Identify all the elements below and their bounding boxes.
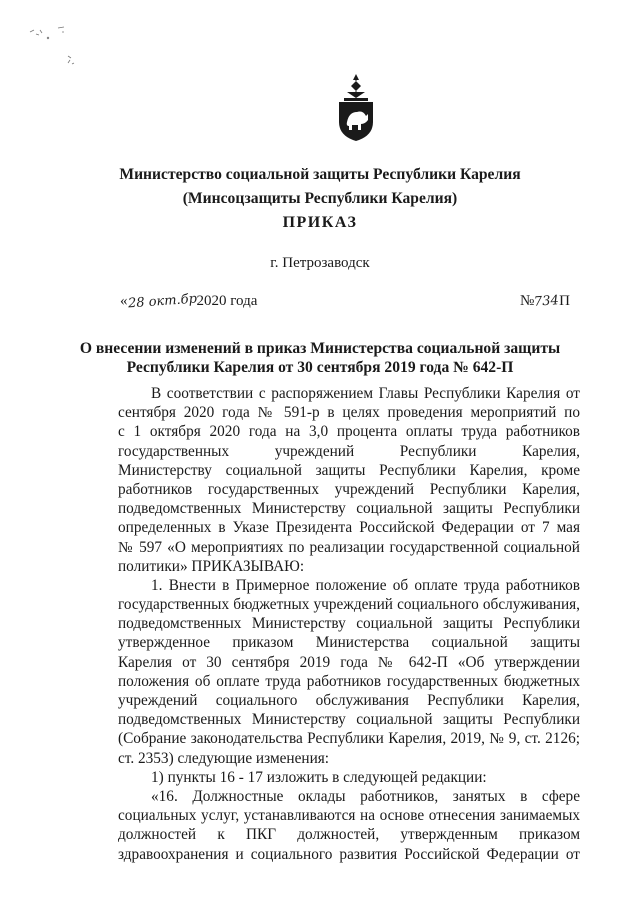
subject-line-1: О внесении изменений в приказ Министерства социальной защиты	[79, 340, 561, 357]
body-line: сентября 2020 года № 591-р в целях проведения мероприятий по	[118, 404, 580, 422]
scan-artifact-icon	[28, 20, 88, 70]
body-line: подведомственных Министерству социальной защиты Республики	[118, 500, 580, 518]
ministry-name: Министерство социальной защиты Республики Карелия	[119, 166, 521, 183]
body-line: В соответствии с распоряжением Главы Республики Карелия от	[151, 385, 580, 402]
karelia-coat-of-arms-icon	[335, 72, 377, 142]
body-line: подведомственных Министерству социальной защиты Республики	[118, 711, 580, 729]
body-line: № 597 «О мероприятиях по реализации государственной социальной	[118, 538, 580, 556]
number-prefix: №	[520, 293, 535, 309]
subject-line-2: Республики Карелия от 30 сентября 2019 года № 642-П	[126, 359, 514, 376]
date-year: 2020 года	[196, 293, 258, 309]
body-line: с 1 октября 2020 года на 3,0 процента оплаты труда работников	[118, 423, 580, 441]
body-line: «16. Должностные оклады работников, занятых в сфере	[151, 787, 580, 805]
city-name: г. Петрозаводск	[270, 255, 370, 271]
body-line: утвержденное приказом Министерства социальной защиты	[118, 634, 580, 652]
body-line: Карелия от 30 сентября 2019 года № 642-П «Об утверждении	[118, 653, 580, 671]
date-number-line	[120, 293, 570, 315]
body-line: государственных бюджетных учреждений социального обслуживания,	[118, 596, 580, 614]
body-line: социальных услуг, устанавливаются на основе отнесения занимаемых	[118, 807, 580, 825]
body-line: здравоохранения и социального развития Российской Федерации от	[118, 845, 580, 863]
date-open-quote: «	[120, 293, 128, 309]
body-line: 1. Внести в Примерное положение об оплате труда работников	[151, 576, 580, 594]
ministry-short-name: (Минсоцзащиты Республики Карелия)	[182, 190, 458, 207]
body-line: определенных в Указе Президента Российской Федерации от 7 мая	[118, 519, 580, 537]
body-line: положения об оплате труда работников государственных бюджетных	[118, 672, 580, 690]
order-body	[118, 384, 580, 864]
body-line: должностей к ПКГ должностей, утвержденным приказом	[118, 826, 580, 844]
number-suffix: П	[559, 293, 570, 309]
body-line: (Собрание законодательства Республики Карелия, 2019, № 9, ст. 2126;	[118, 730, 580, 748]
handwritten-date: 28 окт.бр	[127, 291, 197, 312]
body-line: 1) пункты 16 - 17 изложить в следующей редакции:	[151, 768, 487, 786]
body-line: работников государственных учреждений Республики Карелия,	[118, 480, 580, 498]
body-line: государственных учреждений Республики Карелия,	[118, 442, 580, 460]
order-number	[520, 293, 570, 310]
order-subject	[0, 339, 640, 377]
body-line: подведомственных Министерству социальной защиты Республики	[118, 615, 580, 633]
order-title: ПРИКАЗ	[282, 214, 358, 231]
body-line: ст. 2353) следующие изменения:	[118, 749, 330, 767]
body-line: Министерству социальной защиты Республики Карелия, кроме	[118, 461, 580, 479]
body-line: учреждений социального обслуживания Республики Карелия,	[118, 692, 580, 709]
ministry-header	[0, 163, 640, 211]
handwritten-number: 734	[533, 293, 560, 310]
body-line: политики» ПРИКАЗЫВАЮ:	[118, 557, 305, 575]
order-date	[120, 293, 257, 310]
